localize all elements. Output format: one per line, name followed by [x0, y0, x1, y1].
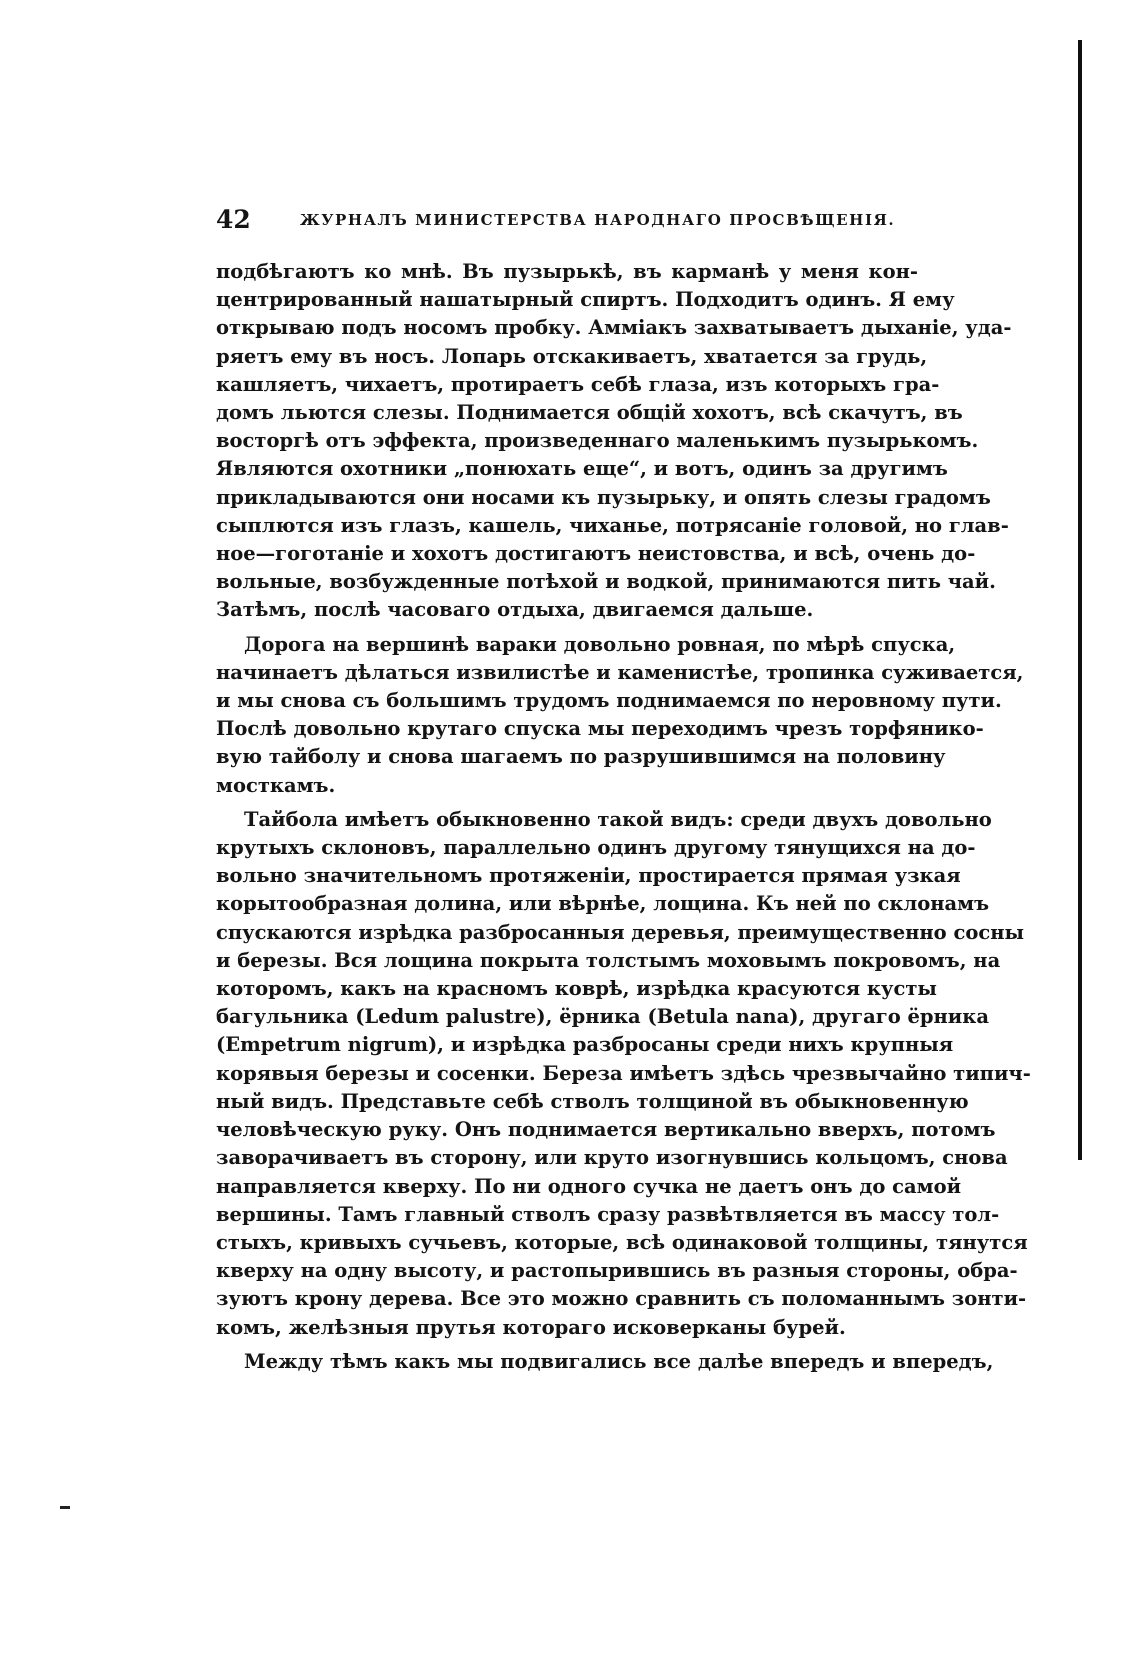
text-line: Послѣ довольно крутаго спуска мы переходимъ чрезъ торфянико-: [216, 717, 984, 741]
text-line: комъ, желѣзныя прутья котораго исковерканы бурей.: [216, 1315, 846, 1339]
text-line: Дорога на вершинѣ вараки довольно ровная, по мѣрѣ спуска,: [244, 632, 956, 656]
text-line: (Empetrum nigrum), и изрѣдка разбросаны среди нихъ крупныя: [216, 1033, 954, 1057]
running-head: ЖУРНАЛЪ МИНИСТЕРСТВА НАРОДНАГО ПРОСВѢЩЕНІЯ.: [300, 211, 896, 229]
paragraph: [216, 631, 1024, 800]
text-line: Между тѣмъ какъ мы подвигались все далѣе впередъ и впередъ,: [244, 1349, 994, 1373]
text-line: багульника (Ledum palustre), ёрника (Betula nana), другаго ёрника: [216, 1005, 989, 1029]
text-line: человѣческую руку. Онъ поднимается вертикально вверхъ, потомъ: [216, 1118, 996, 1142]
text-line: кверху на одну высоту, и растопырившись въ разныя стороны, обра-: [216, 1259, 1018, 1283]
text-line: которомъ, какъ на красномъ коврѣ, изрѣдка красуются кусты: [216, 977, 937, 1001]
text-line: кашляетъ, чихаетъ, протираетъ себѣ глаза, изъ которыхъ гра-: [216, 372, 940, 396]
text-line: подбѣгаютъ ко мнѣ. Въ пузырькѣ, въ карманѣ у меня кон-: [216, 260, 918, 283]
page-header: [216, 205, 916, 241]
paragraph: [216, 806, 1031, 1342]
text-line: начинаетъ дѣлаться извилистѣе и каменистѣе, тропинка суживается,: [216, 660, 1024, 684]
text-line: сыплются изъ глазъ, кашель, чиханье, потрясаніе головой, но глав-: [216, 513, 1009, 537]
text-line: Тайбола имѣетъ обыкновенно такой видъ: среди двухъ довольно: [244, 807, 992, 831]
text-line: стыхъ, кривыхъ сучьевъ, которые, всѣ одинаковой толщины, тянутся: [216, 1230, 1028, 1254]
text-line: корявыя березы и сосенки. Береза имѣетъ здѣсь чрезвычайно типич-: [216, 1061, 1031, 1085]
text-line: мосткамъ.: [216, 773, 336, 797]
text-line: прикладываются они носами къ пузырьку, и опять слезы градомъ: [216, 485, 991, 509]
text-line: вольно значительномъ протяженіи, простирается прямая узкая: [216, 864, 961, 888]
text-line: центрированный нашатырный спиртъ. Подходитъ одинъ. Я ему: [216, 288, 955, 312]
text-line: крутыхъ склоновъ, параллельно одинъ другому тянущихся на до-: [216, 836, 976, 860]
text-line: домъ льются слезы. Поднимается общій хохотъ, всѣ скачутъ, въ: [216, 401, 963, 425]
text-line: и мы снова съ большимъ трудомъ поднимаемся по неровному пути.: [216, 689, 1002, 713]
scan-mark: [60, 1506, 70, 1509]
text-line: ное—гоготаніе и хохотъ достигаютъ неистовства, и всѣ, очень до-: [216, 542, 976, 566]
text-line: Являются охотники „понюхать еще“, и вотъ, одинъ за другимъ: [216, 457, 948, 481]
paragraph: [216, 258, 1012, 625]
paragraph: [216, 1348, 994, 1376]
text-line: вершины. Тамъ главный стволъ сразу развѣтвляется въ массу тол-: [216, 1202, 1000, 1226]
page-number: 42: [216, 205, 251, 234]
text-line: и березы. Вся лощина покрыта толстымъ моховымъ покровомъ, на: [216, 948, 1001, 972]
text-line: Затѣмъ, послѣ часоваго отдыха, двигаемся дальше.: [216, 598, 814, 622]
text-line: вую тайболу и снова шагаемъ по разрушившимся на половину: [216, 745, 946, 769]
text-line: вольные, возбужденные потѣхой и водкой, принимаются пить чай.: [216, 570, 996, 594]
text-line: спускаются изрѣдка разбросанныя деревья, преимущественно сосны: [216, 920, 1025, 944]
text-line: восторгѣ отъ эффекта, произведеннаго маленькимъ пузырькомъ.: [216, 429, 979, 453]
page-edge-shadow: [1078, 40, 1082, 1160]
text-line: зуютъ крону дерева. Все это можно сравнить съ поломаннымъ зонти-: [216, 1287, 1027, 1311]
text-line: ный видъ. Представьте себѣ стволъ толщиной въ обыкновенную: [216, 1089, 969, 1113]
body-text: [216, 258, 1031, 1376]
text-line: корытообразная долина, или вѣрнѣе, лощина. Къ ней по склонамъ: [216, 892, 990, 916]
text-line: ряетъ ему въ носъ. Лопарь отскакиваетъ, хватается за грудь,: [216, 344, 928, 368]
text-line: заворачиваетъ въ сторону, или круто изогнувшись кольцомъ, снова: [216, 1146, 1008, 1170]
text-line: открываю подъ носомъ пробку. Амміакъ захватываетъ дыханіе, уда-: [216, 316, 1012, 340]
text-line: направляется кверху. По ни одного сучка не даетъ онъ до самой: [216, 1174, 962, 1198]
